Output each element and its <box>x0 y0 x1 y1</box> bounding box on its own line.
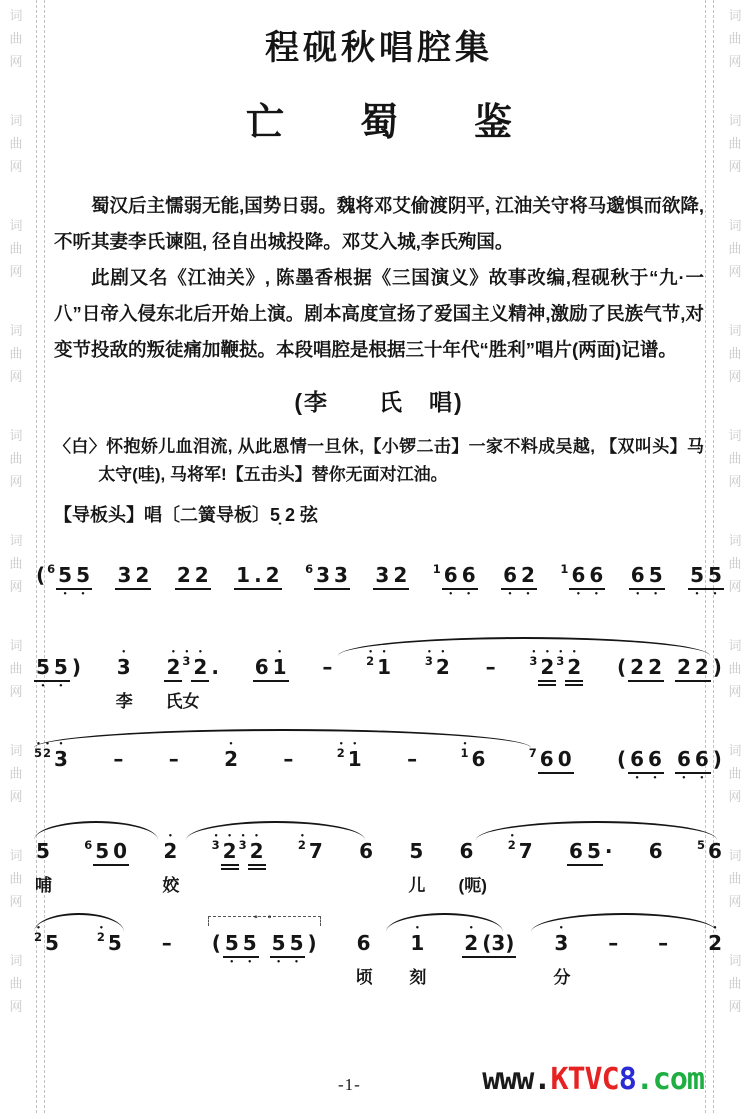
grace-note: • 3 <box>212 839 221 851</box>
note: 6 <box>538 749 556 774</box>
note: 5 • <box>52 657 70 682</box>
grace-note: • 1 <box>460 747 469 759</box>
note: 6 <box>471 747 486 771</box>
note: 2 <box>675 657 693 682</box>
note-group <box>606 931 620 956</box>
lyric: 氏女 <box>165 692 200 711</box>
note: 3 <box>314 565 332 590</box>
music-line <box>34 813 724 905</box>
watermark-char: 曲 <box>9 31 23 46</box>
watermark-char: 曲 <box>728 451 742 466</box>
note: 6 <box>253 657 271 682</box>
lyric: 刻 <box>409 968 427 987</box>
note-group <box>305 563 350 590</box>
grace-note: • 3 <box>556 655 565 667</box>
watermark-char: 词 <box>728 428 742 443</box>
note-group <box>281 747 295 772</box>
note: ) <box>71 655 81 679</box>
note: 5 • <box>706 565 724 590</box>
note-group <box>160 931 174 956</box>
note-group <box>34 931 61 956</box>
watermark-char: 词 <box>9 533 23 548</box>
note-group <box>458 839 487 895</box>
note-group <box>629 563 665 590</box>
lyric: 顷 <box>355 968 373 987</box>
watermark-char: 曲 <box>9 346 23 361</box>
grace-note: • 5 <box>34 747 43 759</box>
watermark-char: 网 <box>728 369 742 384</box>
note: 3 <box>115 565 133 590</box>
watermark-char: 网 <box>728 54 742 69</box>
watermark-char: 网 <box>9 684 23 699</box>
watermark-char: 曲 <box>9 976 23 991</box>
note-group <box>115 563 151 590</box>
left-watermark-column <box>3 4 29 1109</box>
watermark-char: 曲 <box>9 661 23 676</box>
watermark-char: 网 <box>9 579 23 594</box>
note: 5 • <box>241 933 259 958</box>
note: . <box>252 565 264 590</box>
note: ) <box>712 747 722 771</box>
grace-note: • 3 <box>425 655 434 667</box>
watermark-char: 词 <box>9 218 23 233</box>
watermark-char: 曲 <box>9 136 23 151</box>
note: 5 <box>585 841 603 866</box>
right-watermark-column <box>722 4 748 1109</box>
lyric: 哺 <box>35 876 52 895</box>
note: 5 • <box>74 565 92 590</box>
music-line <box>34 721 724 813</box>
note: 6 • <box>569 565 587 590</box>
note: – <box>658 931 669 955</box>
watermark-char: 曲 <box>728 661 742 676</box>
note: 6 <box>708 839 722 863</box>
watermark-char: 曲 <box>728 346 742 361</box>
note: 1 <box>234 565 252 590</box>
note: 2 <box>133 565 151 590</box>
note: 7 <box>518 839 533 863</box>
site-watermark-part: KTVC <box>550 1062 619 1097</box>
note: • 2 <box>434 657 452 680</box>
note-group <box>34 839 52 895</box>
note: – <box>608 931 619 955</box>
watermark-char: 词 <box>728 323 742 338</box>
note: 6 • <box>460 565 478 590</box>
note: 2 <box>693 657 711 682</box>
note: 3 <box>373 565 391 590</box>
note: 2 <box>391 565 409 590</box>
note: 6 • <box>693 749 711 774</box>
site-watermark <box>482 1062 704 1097</box>
note: 2 <box>628 657 646 682</box>
watermark-char: 词 <box>728 113 742 128</box>
note: • 2 <box>565 657 583 686</box>
note: • 1 <box>408 933 426 956</box>
note-group <box>706 931 724 956</box>
note: • 1 <box>375 657 393 680</box>
note: . <box>211 655 219 679</box>
note: – <box>407 747 418 771</box>
watermark-char: 网 <box>9 159 23 174</box>
grace-note: • 2 <box>337 747 346 759</box>
note: 5 <box>45 931 59 955</box>
watermark-char: 网 <box>9 999 23 1014</box>
grace-note: 5 <box>697 838 706 852</box>
note-group <box>647 839 665 864</box>
note: ( <box>36 563 46 587</box>
watermark-char: 曲 <box>9 556 23 571</box>
grace-note: 6 <box>305 562 314 576</box>
note: 3 <box>332 565 350 590</box>
watermark-char: 词 <box>728 743 742 758</box>
note: – <box>168 747 179 771</box>
watermark-char: 曲 <box>728 976 742 991</box>
note: 5 <box>107 931 122 955</box>
note: – <box>283 747 294 771</box>
note: 5 • <box>270 933 288 958</box>
lyric: 分 <box>553 968 571 987</box>
watermark-char: 网 <box>728 474 742 489</box>
note-group <box>560 563 605 590</box>
note: • 1 <box>271 657 289 682</box>
watermark-char: 曲 <box>728 766 742 781</box>
note: • 2 <box>164 657 182 682</box>
watermark-char: 词 <box>9 848 23 863</box>
grace-note: 7 <box>528 746 537 760</box>
note: • 2 <box>538 657 556 686</box>
note: • 3 <box>115 657 133 680</box>
note-group <box>212 839 266 870</box>
watermark-char: 曲 <box>728 241 742 256</box>
note: 6 <box>648 839 663 863</box>
note-group <box>484 655 498 680</box>
note: • 2 <box>191 657 209 682</box>
site-watermark-part: 8 <box>618 1062 636 1097</box>
lyric: 儿 <box>408 876 426 895</box>
note: 5 • <box>288 933 306 958</box>
note: · <box>604 839 613 863</box>
watermark-char: 词 <box>9 428 23 443</box>
note-group <box>115 655 133 711</box>
page-content <box>34 0 722 997</box>
note: 0 <box>556 749 574 774</box>
watermark-char: 词 <box>9 743 23 758</box>
note: 5 • <box>56 565 74 590</box>
singer-heading: (李 氏 唱) <box>294 389 464 415</box>
watermark-char: 网 <box>728 999 742 1014</box>
watermark-char: 网 <box>728 579 742 594</box>
note: 6 <box>459 839 474 863</box>
note-group <box>407 839 426 895</box>
note-group <box>34 747 70 772</box>
note <box>664 749 675 772</box>
grace-note: • 2 <box>34 931 43 943</box>
note: • 2 <box>706 933 724 956</box>
note: 5 • <box>223 933 241 958</box>
note: 6 • <box>646 749 664 774</box>
watermark-char: 词 <box>9 113 23 128</box>
watermark-char: 词 <box>728 218 742 233</box>
watermark-char: 词 <box>9 953 23 968</box>
note: 6 <box>359 839 373 863</box>
watermark-char: 曲 <box>9 766 23 781</box>
note: 6 <box>356 931 371 955</box>
note-group <box>501 563 537 590</box>
watermark-char: 词 <box>9 638 23 653</box>
watermark-char: 网 <box>728 159 742 174</box>
watermark-char: 网 <box>728 789 742 804</box>
watermark-char: 网 <box>9 264 23 279</box>
watermark-char: 词 <box>9 323 23 338</box>
music-section <box>34 537 724 997</box>
note: – <box>322 655 333 679</box>
note: • 3 <box>552 933 570 956</box>
grace-note: • 2 <box>298 839 307 851</box>
music-line <box>34 905 724 997</box>
watermark-char: 网 <box>9 894 23 909</box>
note: • 1 <box>346 749 364 772</box>
note: • 2 <box>222 749 240 772</box>
note: • 2 <box>462 933 480 958</box>
note-group <box>529 747 574 774</box>
note: ) <box>712 655 722 679</box>
note-group <box>366 655 393 680</box>
watermark-char: 曲 <box>9 241 23 256</box>
note: 2 <box>646 657 664 682</box>
grace-note: • 3 <box>239 839 248 851</box>
grace-note: 1 <box>432 562 441 576</box>
note: – <box>113 747 124 771</box>
watermark-char: 网 <box>728 684 742 699</box>
note: – <box>161 931 172 955</box>
site-watermark-part: .com <box>635 1062 704 1097</box>
note: • 3 <box>52 749 70 772</box>
note-group <box>355 931 373 987</box>
watermark-char: 曲 <box>728 136 742 151</box>
watermark-char: 网 <box>9 369 23 384</box>
watermark-char: 网 <box>728 264 742 279</box>
note-group <box>656 931 670 956</box>
grace-note: 6 <box>84 838 93 852</box>
grace-note: • 2 <box>43 747 52 759</box>
note: 6 • <box>628 749 646 774</box>
note: 6 <box>567 841 585 866</box>
note: 5 • <box>647 565 665 590</box>
note-group <box>97 931 124 956</box>
note: 2 <box>264 565 282 590</box>
note: 6 • <box>442 565 460 590</box>
note-group <box>164 654 220 711</box>
note-group <box>529 655 583 686</box>
note-group <box>111 747 125 772</box>
note-group <box>615 747 724 774</box>
note-group <box>425 655 452 680</box>
note-group <box>462 931 516 958</box>
grace-note: 6 <box>47 562 56 576</box>
grace-note: • 2 <box>508 839 517 851</box>
note-group <box>508 839 535 864</box>
watermark-char: 网 <box>9 474 23 489</box>
note: ( <box>616 747 627 771</box>
note: 5 • <box>688 565 706 590</box>
note: 6 • <box>501 565 519 590</box>
note-group <box>175 563 211 590</box>
page-number: -1- <box>338 1075 361 1094</box>
note-group <box>84 839 129 866</box>
note: • 2 <box>221 841 239 870</box>
grace-note: • 2 <box>97 931 106 943</box>
note-group <box>357 839 375 864</box>
note-group <box>567 839 614 866</box>
watermark-char: 曲 <box>9 451 23 466</box>
grace-note: • 2 <box>366 655 375 667</box>
watermark-char: 词 <box>728 8 742 23</box>
note-group <box>210 915 319 958</box>
note-group <box>161 839 180 895</box>
collection-title: 程砚秋唱腔集 <box>265 30 493 67</box>
music-line <box>34 537 724 629</box>
lyric: 姣 <box>162 876 180 895</box>
note-group <box>34 655 83 682</box>
note-group <box>298 839 325 864</box>
watermark-char: 词 <box>728 533 742 548</box>
note: 5 • <box>34 657 52 682</box>
lyric: 李 <box>115 692 133 711</box>
note-group <box>222 747 240 772</box>
note: 6 • <box>675 749 693 774</box>
note-group <box>320 655 334 680</box>
introduction <box>54 188 704 368</box>
note-group <box>615 655 724 682</box>
note-group <box>460 747 487 772</box>
note: 5 <box>409 839 424 863</box>
watermark-char: 网 <box>728 894 742 909</box>
note: 5 <box>36 839 50 863</box>
ornament-bracket: ° ° <box>208 916 321 926</box>
note-group <box>405 747 419 772</box>
note: ) <box>307 931 317 955</box>
note: • 2 <box>161 841 179 864</box>
note-group <box>253 655 289 682</box>
grace-note: • 3 <box>182 655 191 667</box>
note-group <box>688 563 724 590</box>
note-group <box>337 747 364 772</box>
watermark-char: 曲 <box>728 31 742 46</box>
note: 5 <box>93 841 111 866</box>
music-line <box>34 629 724 721</box>
note-group <box>433 563 478 590</box>
note: • 2 <box>248 841 266 870</box>
lyric: (呃) <box>458 876 487 895</box>
note-group <box>552 931 571 987</box>
note: ( <box>211 931 221 955</box>
note-group <box>167 747 181 772</box>
grace-note: • 3 <box>529 655 538 667</box>
note <box>664 657 675 680</box>
note: 0 <box>111 841 129 866</box>
watermark-char: 词 <box>728 848 742 863</box>
watermark-char: 网 <box>9 789 23 804</box>
watermark-char: 网 <box>9 54 23 69</box>
note: – <box>485 655 496 679</box>
note: 6 • <box>629 565 647 590</box>
site-watermark-part: www. <box>482 1062 551 1097</box>
note-group <box>408 931 427 987</box>
watermark-char: 曲 <box>728 871 742 886</box>
note-group <box>234 563 281 590</box>
watermark-char: 曲 <box>728 556 742 571</box>
banshi-tuning-line: 【导板头】唱〔二簧导板〕5̣ 2 弦 <box>54 505 319 525</box>
watermark-char: 词 <box>9 8 23 23</box>
note <box>259 933 270 956</box>
grace-note: 1 <box>560 562 569 576</box>
note-group <box>373 563 409 590</box>
note: 6 • <box>587 565 605 590</box>
note-group <box>34 563 92 590</box>
note: ( <box>617 655 627 679</box>
note-group <box>697 839 724 864</box>
note: 2 • <box>519 565 537 590</box>
watermark-char: 词 <box>728 953 742 968</box>
note: 2 <box>175 565 193 590</box>
piece-title: 亡 蜀 鉴 <box>245 102 531 144</box>
watermark-char: 词 <box>728 638 742 653</box>
note: 7 <box>308 839 323 863</box>
intro-paragraph-1: 蜀汉后主懦弱无能,国势日弱。魏将邓艾偷渡阴平, 江油关守将马邈惧而欲降,不听其妻李氏谏阻, 径自出城投降。邓艾入城,李氏殉国。 <box>54 195 704 252</box>
intro-paragraph-2: 此剧又名《江油关》, 陈墨香根据《三国演义》故事改编,程砚秋于“九·一八”日帝入侵东北后开始上演。剧本高度宣扬了爱国主义精神,激励了民族气节,对变节投敌的叛徒痛加鞭挞。本段唱腔是根据三十年代“胜利”唱片(两面)记谱。 <box>54 267 704 360</box>
spoken-dialogue: 〈白〉怀抱娇儿血泪流, 从此恩情一旦休,【小锣二击】一家不料成吴越, 【双叫头】马太守(哇), 马将军!【五击头】替你无面对江油。 <box>54 437 704 484</box>
watermark-char: 曲 <box>9 871 23 886</box>
note: (3) <box>480 933 516 958</box>
note: 2 <box>193 565 211 590</box>
